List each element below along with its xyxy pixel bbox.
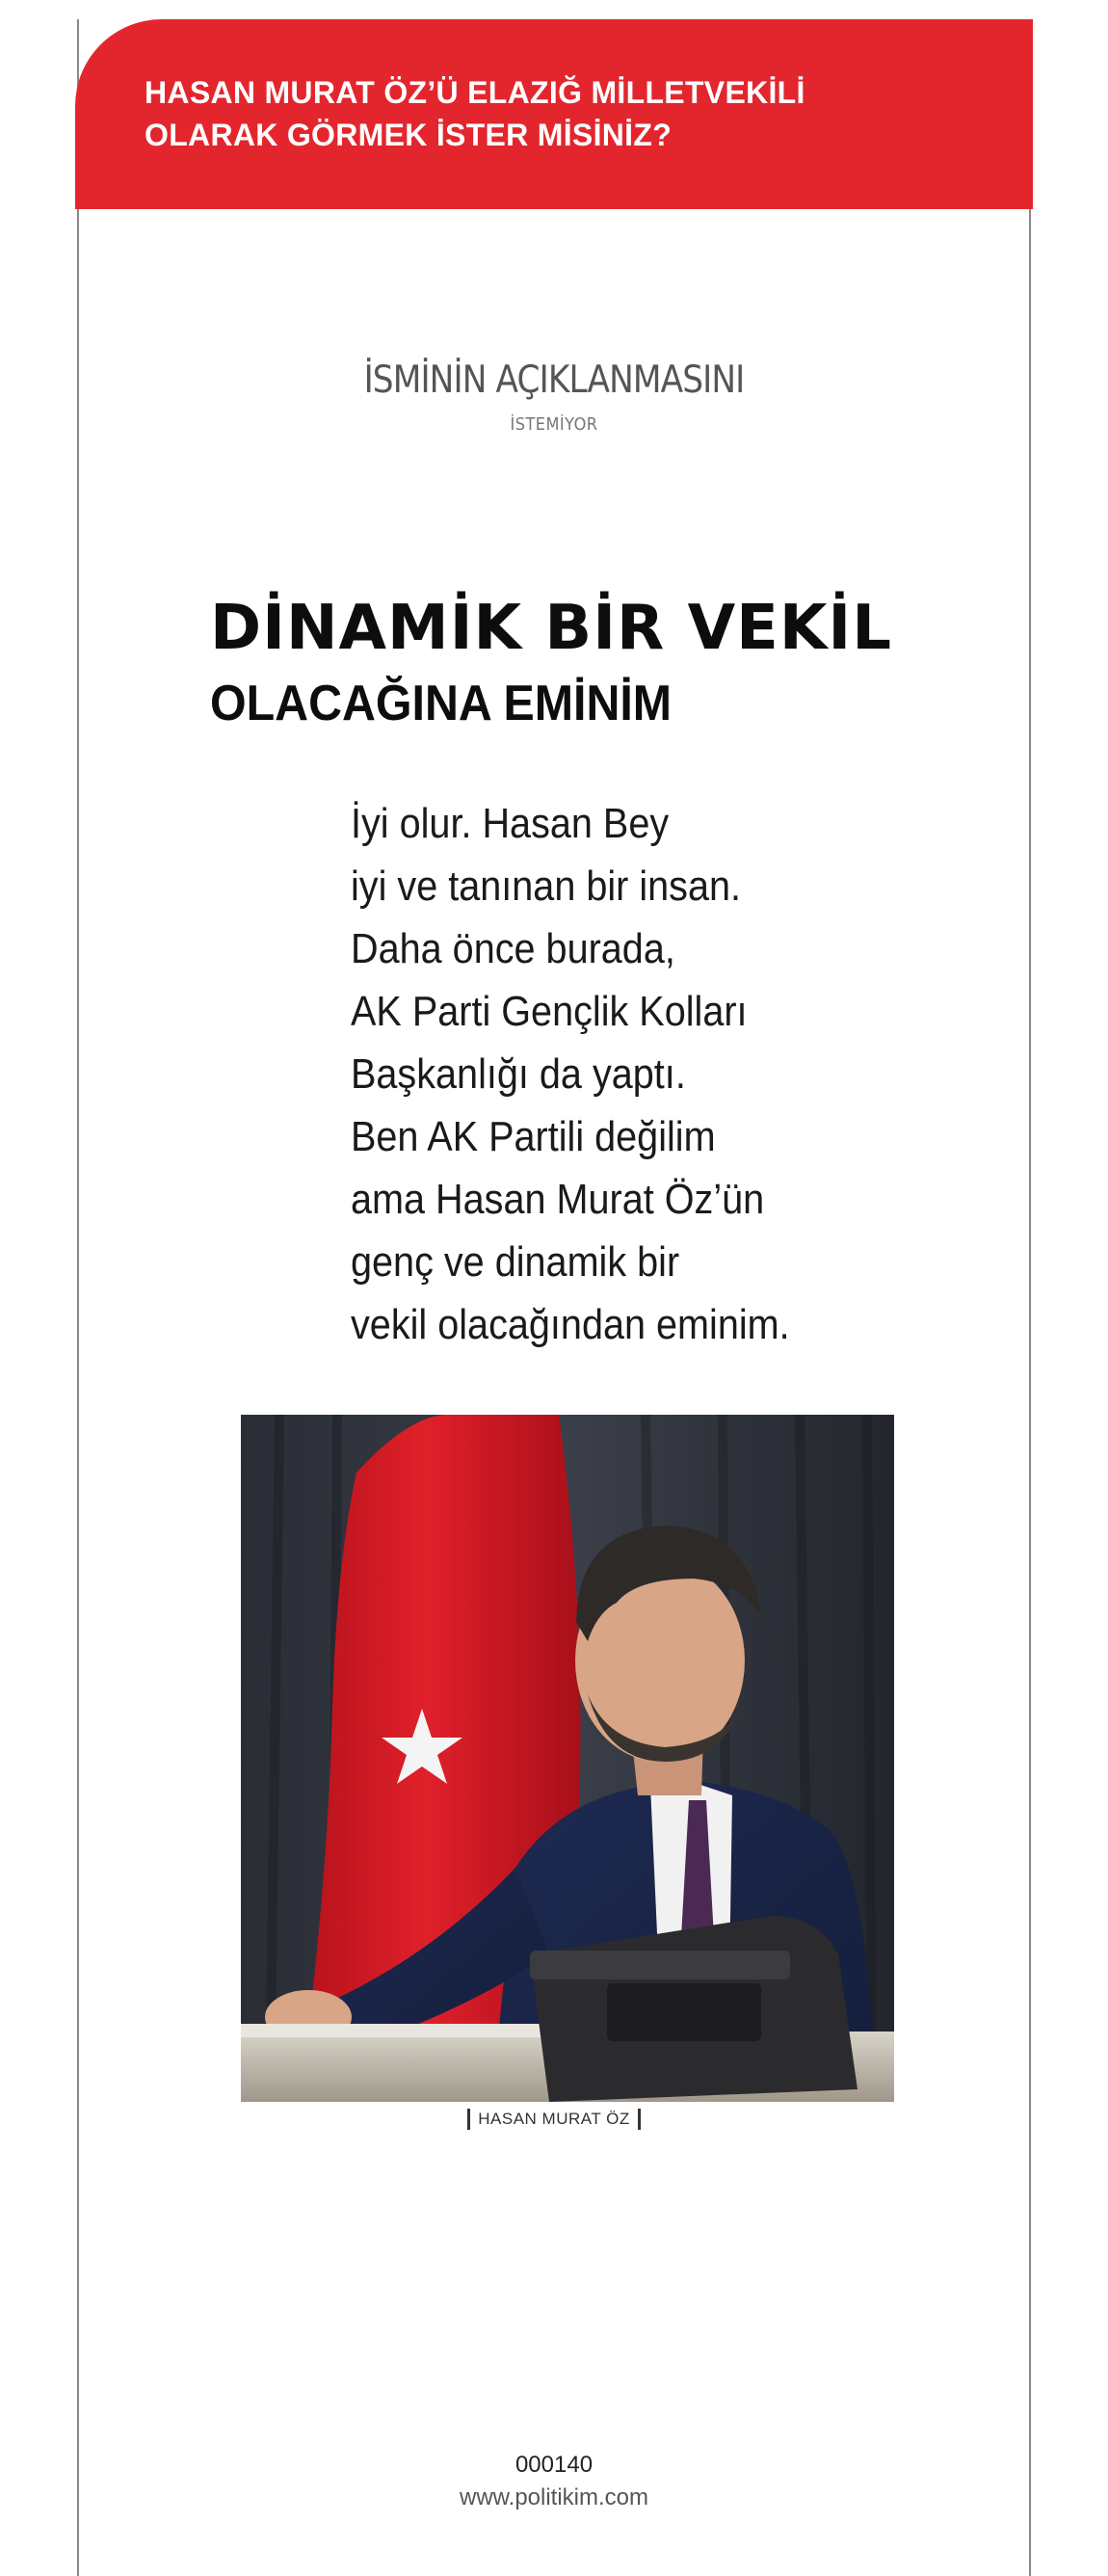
quote-line: genç ve dinamik bir xyxy=(351,1238,680,1286)
photo-caption xyxy=(77,2109,1031,2130)
headline: DİNAMİK BİR VEKİL xyxy=(210,593,892,664)
quote-line: Ben AK Partili değilim xyxy=(351,1113,716,1160)
quote-text xyxy=(351,792,967,1356)
banner-title xyxy=(145,71,973,156)
respondent-anonymous-label: İSMİNİN AÇIKLANMASINI xyxy=(363,359,745,402)
quote-line: Daha önce burada, xyxy=(351,925,675,972)
caption-divider-left xyxy=(467,2109,470,2130)
quote-line: vekil olacağından eminim. xyxy=(351,1301,790,1348)
respondent-anonymous-sublabel: İSTEMİYOR xyxy=(510,414,598,435)
banner-title-line-2: OLARAK GÖRMEK İSTER MİSİNİZ? xyxy=(145,118,673,152)
banner-title-line-1: HASAN MURAT ÖZ’Ü ELAZIĞ MİLLETVEKİLİ xyxy=(145,75,805,110)
quote-line: ama Hasan Murat Öz’ün xyxy=(351,1176,765,1223)
quote-line: İyi olur. Hasan Bey xyxy=(351,800,670,847)
photo-caption-text: HASAN MURAT ÖZ xyxy=(478,2110,630,2128)
caption-divider-right xyxy=(638,2109,641,2130)
quote-line: Başkanlığı da yaptı. xyxy=(351,1050,686,1098)
candidate-photo xyxy=(241,1415,894,2102)
quote-line: iyi ve tanınan bir insan. xyxy=(351,863,742,910)
website-url: www.politikim.com xyxy=(459,2484,649,2510)
quote-line: AK Parti Gençlik Kolları xyxy=(351,988,748,1035)
subheadline: OLACAĞINA EMİNİM xyxy=(210,676,673,731)
reference-code: 000140 xyxy=(514,2452,594,2478)
